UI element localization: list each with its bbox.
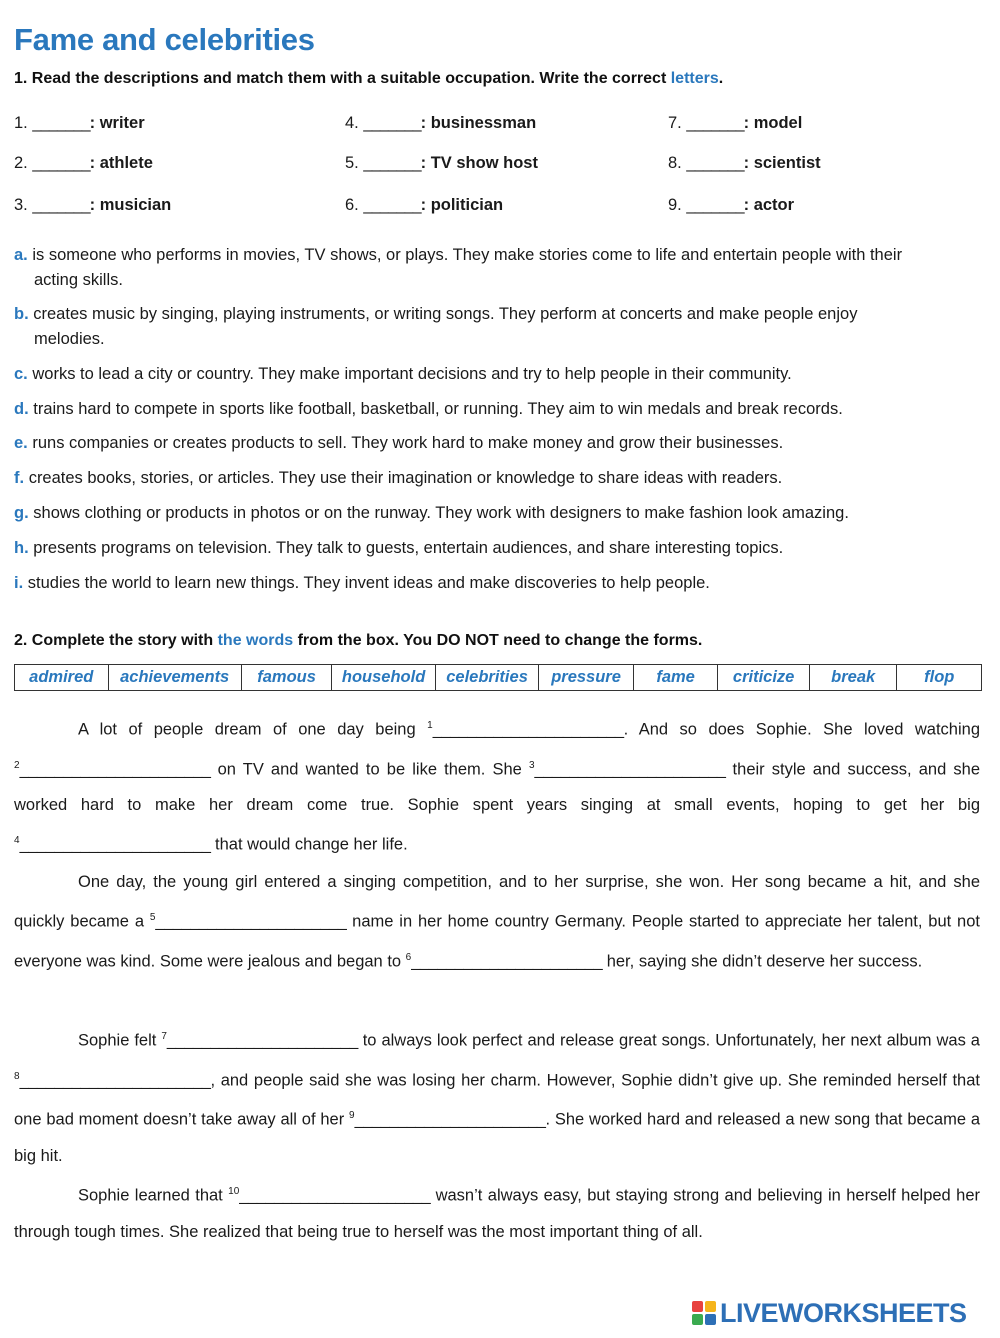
- description-item: g. shows clothing or products in photos or on the runway. They work with designers to make fashion look amazing.: [14, 504, 849, 522]
- word-box: [14, 664, 982, 691]
- answer-gap[interactable]: ______________________: [432, 720, 624, 739]
- section1-instruction: 1. Read the descriptions and match them with a suitable occupation. Write the correct letters.: [14, 70, 724, 87]
- match-item[interactable]: 6. _______: politician: [345, 196, 504, 214]
- word-box-item: break: [810, 665, 898, 690]
- match-item[interactable]: 1. _______: writer: [14, 114, 145, 132]
- word-box-item: flop: [924, 668, 955, 686]
- word-box-item: fame: [634, 665, 719, 690]
- word-box-item: admired: [15, 665, 109, 690]
- answer-gap[interactable]: ______________________: [354, 1110, 546, 1129]
- description-item: b. creates music by singing, playing instruments, or writing songs. They perform at concerts and make people enjoy melodies.: [14, 305, 858, 348]
- description-item: i. studies the world to learn new things. They invent ideas and make discoveries to help people.: [14, 574, 710, 592]
- story-paragraph-4: Sophie learned that $^{10}$______________________ wasn’t always easy, but staying strong and believing in herself helped her through tough times. She realized that being true to herself was the most important thing of all.: [14, 1186, 980, 1241]
- match-item[interactable]: 2. _______: athlete: [14, 154, 153, 172]
- story-paragraph-1: A lot of people dream of one day being $^1$______________________. And so does Sophie. She loved watching $^2$______________________ on TV and wanted to be like them. She $^3$______________________ their style and success, and she worked hard to make her dream come true. Sophie spent years singing at small events, hoping to get her big $^4$______________________ that would change her life.: [14, 720, 981, 854]
- match-item[interactable]: 3. _______: musician: [14, 196, 172, 214]
- description-item: d. trains hard to compete in sports like football, basketball, or running. They aim to win medals and break records.: [14, 400, 843, 418]
- word-box-item: pressure: [539, 665, 634, 690]
- answer-gap[interactable]: ______________________: [411, 952, 603, 970]
- answer-gap[interactable]: ______________________: [19, 1071, 211, 1089]
- description-item: a. is someone who performs in movies, TV shows, or plays. They make stories come to life and entertain people with their acting skills.: [14, 246, 903, 289]
- story-paragraph-2: One day, the young girl entered a singing competition, and to her surprise, she won. Her song became a hit, and she quickly became a $^5$______________________ name in her home country Germany. People started to appreciate her talent, but not everyone was kind. Some were jealous and began to $^6$______________________ her, saying she didn’t deserve her success.: [14, 873, 980, 970]
- answer-gap[interactable]: ______________________: [166, 1031, 358, 1050]
- word-box-item: celebrities: [436, 665, 539, 690]
- answer-gap[interactable]: ______________________: [534, 760, 726, 778]
- match-item[interactable]: 4. _______: businessman: [345, 114, 537, 132]
- liveworksheets-logo-icon: [692, 1301, 718, 1327]
- answer-gap[interactable]: ______________________: [19, 760, 211, 778]
- word-box-item: achievements: [109, 665, 242, 690]
- answer-gap[interactable]: ______________________: [239, 1186, 431, 1205]
- word-box-item: criticize: [718, 665, 810, 690]
- answer-gap[interactable]: ______________________: [19, 835, 211, 854]
- description-item: c. works to lead a city or country. They make important decisions and try to help people in their community.: [14, 365, 792, 383]
- description-item: e. runs companies or creates products to sell. They work hard to make money and grow their businesses.: [14, 434, 784, 452]
- word-box-item: household: [332, 665, 435, 690]
- section2-instruction: 2. Complete the story with the words from the box. You DO NOT need to change the forms.: [14, 632, 703, 649]
- match-item[interactable]: 8. _______: scientist: [668, 154, 821, 172]
- match-item[interactable]: 9. _______: actor: [668, 196, 795, 214]
- brand-name: LIVEWORKSHEETS: [720, 1298, 967, 1328]
- description-item: f. creates books, stories, or articles. They use their imagination or knowledge to share ideas with readers.: [14, 469, 783, 487]
- match-item[interactable]: 5. _______: TV show host: [345, 154, 538, 172]
- story-paragraph-3: Sophie felt $^7$______________________ to always look perfect and release great songs. Unfortunately, her next album was a $^8$______________________, and people said she was losing her charm. However, Sophie didn’t give up. She reminded herself that one bad moment doesn’t take away all of her $^9$______________________. She worked hard and released a new song that became a big hit.: [14, 1031, 981, 1165]
- description-item: h. presents programs on television. They talk to guests, entertain audiences, and share interesting topics.: [14, 539, 784, 557]
- page-title: Fame and celebrities: [14, 22, 315, 57]
- word-box-item: famous: [242, 665, 333, 690]
- match-item[interactable]: 7. _______: model: [668, 114, 803, 132]
- liveworksheets-logo: [692, 1298, 967, 1329]
- answer-gap[interactable]: ______________________: [155, 912, 347, 931]
